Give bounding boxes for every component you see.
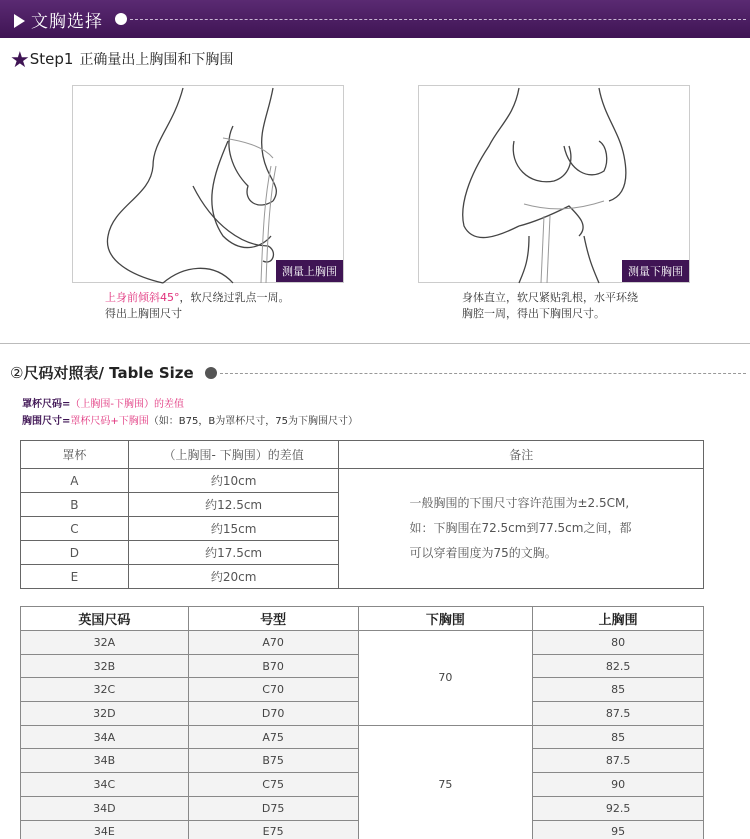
under-bust-tag: 测量下胸围	[622, 260, 689, 282]
upper-bust-illustration	[73, 86, 345, 284]
upper-bust-cell: 87.5	[533, 702, 704, 726]
model-cell: C70	[188, 678, 358, 702]
under-bust-caption	[462, 290, 638, 322]
table-row	[21, 725, 704, 749]
under-bust-cell: 70	[358, 631, 533, 726]
section-number: ②	[10, 364, 24, 382]
upper-bust-cell: 92.5	[533, 796, 704, 820]
upper-bust-cell: 85	[533, 725, 704, 749]
upper-bust-tag: 测量上胸围	[276, 260, 343, 282]
under-bust-illustration	[419, 86, 691, 284]
model-cell: B75	[188, 749, 358, 773]
difference-cell: 约20cm	[128, 565, 339, 589]
header-banner	[0, 0, 750, 38]
model-cell: E75	[188, 820, 358, 839]
header-title-text: 文胸选择	[31, 12, 103, 32]
header-difference: （上胸围- 下胸围）的差值	[128, 441, 339, 469]
upper-bust-cell: 90	[533, 773, 704, 797]
upper-bust-caption-line1	[105, 290, 290, 306]
header-model: 号型	[188, 607, 358, 631]
section-dot-icon	[205, 367, 217, 379]
under-bust-caption-line2: 胸腔一周，得出下胸围尺寸。	[462, 307, 605, 320]
upper-bust-caption-rest: ，软尺绕过乳点一周。	[179, 291, 290, 304]
note-line: 可以穿着围度为75的文胸。	[409, 546, 557, 560]
table-row	[21, 631, 704, 655]
header-dot-icon	[115, 13, 127, 25]
uk-size-cell: 32D	[21, 702, 189, 726]
header-title	[14, 7, 103, 32]
cup-cell: E	[21, 565, 129, 589]
model-cell: C75	[188, 773, 358, 797]
header-divider	[130, 19, 746, 20]
header-upper-bust: 上胸围	[533, 607, 704, 631]
note-line: 一般胸围的下围尺寸容许范围为±2.5CM,	[409, 496, 630, 510]
step1-text: 正确量出上胸围和下胸围	[79, 52, 234, 68]
upper-bust-caption-highlight: 上身前倾斜45°	[105, 291, 180, 304]
table-row	[21, 469, 704, 493]
upper-bust-caption	[105, 290, 290, 322]
bust-size-def-example: （如：B75，B为罩杯尺寸，75为下胸围尺寸）	[148, 416, 358, 427]
cup-size-definition	[22, 395, 184, 410]
cup-size-def-label: 罩杯尺码=	[22, 399, 71, 410]
difference-cell: 约17.5cm	[128, 541, 339, 565]
upper-bust-cell: 95	[533, 820, 704, 839]
uk-size-cell: 34A	[21, 725, 189, 749]
difference-cell: 约15cm	[128, 517, 339, 541]
upper-bust-cell: 87.5	[533, 749, 704, 773]
cup-table	[20, 440, 704, 589]
under-bust-cell: 75	[358, 725, 533, 839]
header-uk-size: 英国尺码	[21, 607, 189, 631]
upper-bust-cell: 82.5	[533, 654, 704, 678]
play-triangle-icon	[14, 14, 25, 28]
under-bust-caption-line1: 身体直立，软尺紧贴乳根，水平环绕	[462, 291, 638, 304]
cup-size-def-text: （上胸围-下胸围）的差值	[70, 399, 184, 410]
cup-cell: A	[21, 469, 129, 493]
uk-size-cell: 32B	[21, 654, 189, 678]
header-under-bust: 下胸围	[358, 607, 533, 631]
cup-cell: B	[21, 493, 129, 517]
cup-cell: C	[21, 517, 129, 541]
section-divider	[0, 343, 750, 344]
bust-size-def-formula: 罩杯尺码+下胸围	[70, 416, 149, 427]
model-cell: B70	[188, 654, 358, 678]
uk-size-cell: 34D	[21, 796, 189, 820]
note-line: 如：下胸围在72.5cm到77.5cm之间，都	[409, 521, 632, 535]
header-cup: 罩杯	[21, 441, 129, 469]
model-cell: A70	[188, 631, 358, 655]
section-dash-divider	[220, 373, 746, 374]
uk-size-cell: 34C	[21, 773, 189, 797]
cup-cell: D	[21, 541, 129, 565]
step1-label: Step1	[29, 50, 74, 68]
header-note: 备注	[339, 441, 704, 469]
step1-heading	[10, 48, 233, 73]
bust-size-definition	[22, 412, 358, 427]
note-cell	[339, 469, 704, 589]
uk-size-cell: 34B	[21, 749, 189, 773]
section-title: 尺码对照表/ Table Size	[23, 364, 194, 382]
model-cell: A75	[188, 725, 358, 749]
uk-size-cell: 34E	[21, 820, 189, 839]
star-icon: ★	[10, 48, 30, 73]
bust-size-def-label: 胸围尺寸=	[22, 416, 71, 427]
table-header-row	[21, 441, 704, 469]
size-table	[20, 606, 704, 839]
upper-bust-cell: 85	[533, 678, 704, 702]
uk-size-cell: 32C	[21, 678, 189, 702]
upper-bust-caption-line2: 得出上胸围尺寸	[105, 307, 182, 320]
difference-cell: 约10cm	[128, 469, 339, 493]
upper-bust-cell: 80	[533, 631, 704, 655]
figure-under-bust	[418, 85, 690, 283]
size-table-heading	[10, 362, 194, 383]
uk-size-cell: 32A	[21, 631, 189, 655]
model-cell: D70	[188, 702, 358, 726]
figure-upper-bust	[72, 85, 344, 283]
table-header-row	[21, 607, 704, 631]
model-cell: D75	[188, 796, 358, 820]
difference-cell: 约12.5cm	[128, 493, 339, 517]
